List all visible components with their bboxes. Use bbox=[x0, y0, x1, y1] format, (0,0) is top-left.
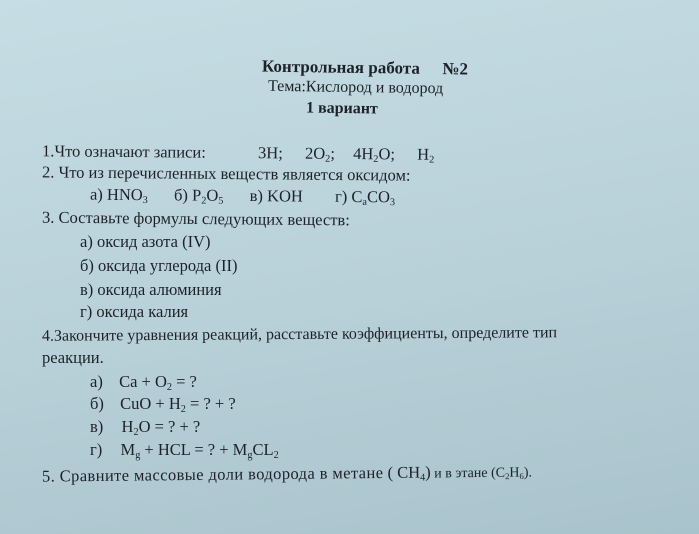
worksheet-variant: 1 вариант bbox=[305, 99, 378, 118]
option-b: б) $P_2O_5$ bbox=[173, 185, 224, 207]
option-c: в) KOH bbox=[249, 186, 303, 206]
equation-d-label: г) bbox=[90, 440, 103, 459]
question-1-text: 1.Что означают записи: bbox=[41, 141, 206, 162]
question-2-options bbox=[89, 184, 396, 209]
question-2: 2. Что из перечисленных веществ является оксидом: bbox=[41, 162, 411, 185]
question-3-item-c: в) оксида алюминия bbox=[80, 280, 222, 299]
formula-3h: 3H; bbox=[258, 143, 283, 163]
question-1 bbox=[41, 141, 435, 166]
equation-c bbox=[90, 419, 200, 436]
ethane-formula: $(C_2H_6)$. bbox=[490, 465, 533, 482]
question-3-item-d: г) оксида калия bbox=[80, 302, 189, 321]
equation-d bbox=[90, 442, 279, 459]
question-5 bbox=[42, 463, 532, 485]
equation-b bbox=[90, 396, 236, 413]
question-4-line-1: 4.Закончите уравнения реакций, расставьте коэффициенты, определите тип bbox=[41, 324, 558, 345]
equation-a bbox=[90, 374, 197, 391]
worksheet-topic: Тема:Кислород и водород bbox=[267, 77, 444, 98]
title-number: №2 bbox=[442, 59, 469, 79]
equation-b-body: CuO + $H_2$ = ? + ? bbox=[120, 394, 236, 415]
worksheet-title bbox=[262, 58, 468, 78]
equation-a-label: а) bbox=[90, 372, 103, 391]
equation-c-label: в) bbox=[90, 417, 104, 436]
question-5-middle: и в этане bbox=[430, 465, 492, 482]
question-3-item-a: а) оксид азота (IV) bbox=[80, 232, 211, 251]
question-4-line-2: реакции. bbox=[42, 348, 104, 367]
equation-d-body: $M_g$ + HCL = ? + $M_gCL_2$ bbox=[120, 440, 279, 461]
formula-4h2o: $4H_2O$; bbox=[353, 144, 396, 166]
equation-a-body: $Ca + O_2$ = ? bbox=[119, 372, 197, 393]
title-text: Контрольная работа bbox=[261, 56, 421, 78]
formula-2o2: $2O_2$; bbox=[304, 143, 336, 165]
formula-h2: $H_2$ bbox=[417, 144, 435, 166]
option-a: а) $HNO_3$ bbox=[89, 184, 148, 207]
option-d: г) $C_aCO_3$ bbox=[334, 186, 396, 209]
equation-c-body: $H_2O$ = ? + ? bbox=[121, 417, 201, 438]
methane-formula: ( $CH_4$) bbox=[387, 462, 431, 484]
question-5-text: 5. Сравните массовые доли водорода в метане bbox=[41, 462, 384, 486]
question-3-item-b: б) оксида углерода (II) bbox=[80, 256, 238, 275]
question-3: 3. Составьте формулы следующих веществ: bbox=[41, 207, 350, 230]
equation-b-label: б) bbox=[90, 394, 104, 413]
